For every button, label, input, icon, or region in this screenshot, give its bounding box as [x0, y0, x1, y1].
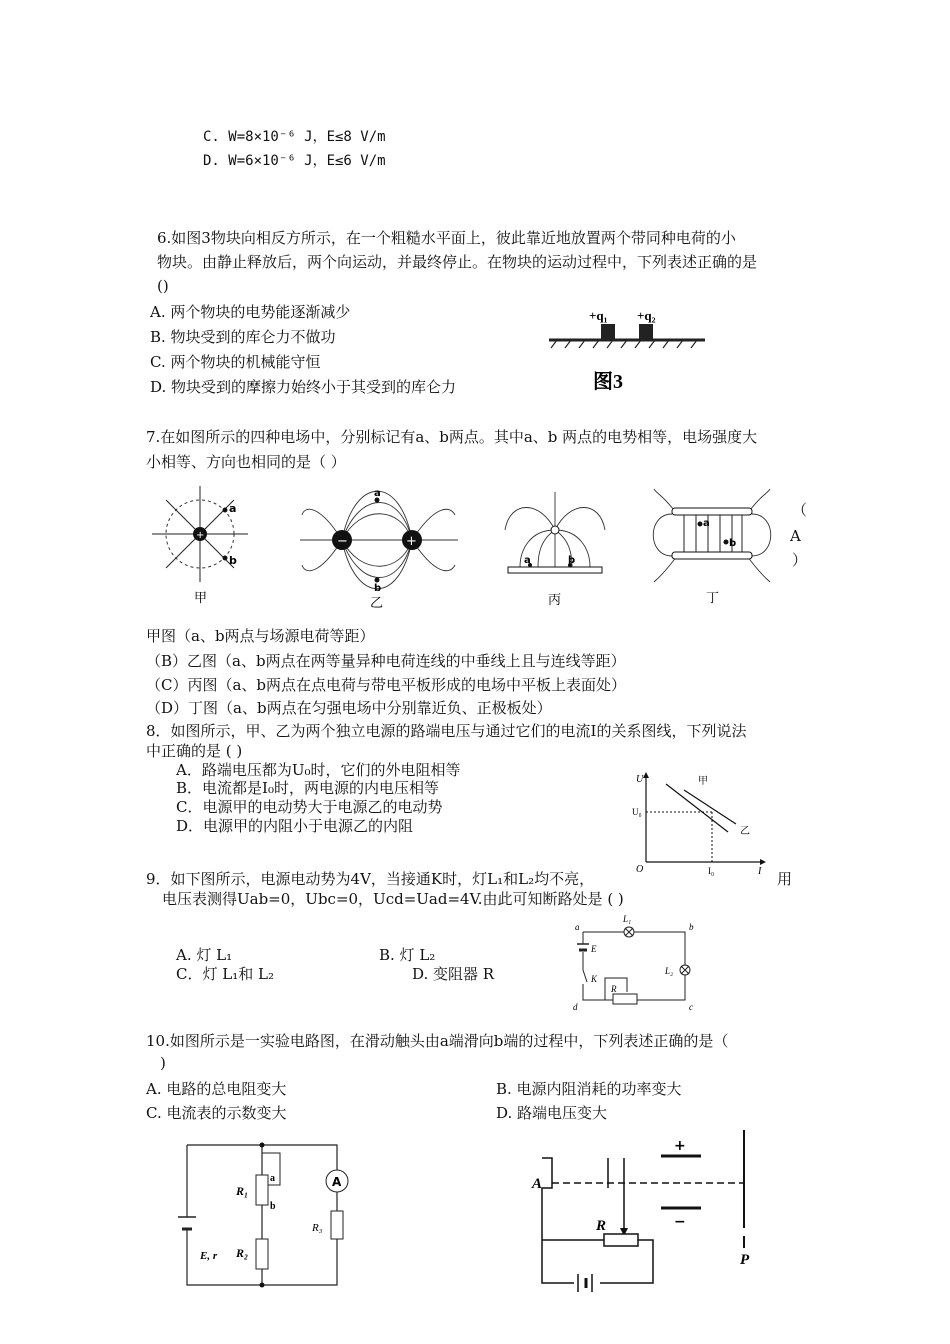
axis-i-label: I: [758, 866, 762, 877]
block-q2: [639, 324, 653, 340]
label-e: E: [591, 944, 597, 954]
fig-label-bing: 丙: [548, 593, 562, 608]
origin-label: O: [636, 864, 644, 875]
u0-label: U₀: [632, 807, 642, 817]
q8-stem-line2: 中正确的是 ( ): [146, 742, 243, 760]
q8-ui-graph: [632, 770, 772, 880]
svg-text:+: +: [196, 530, 205, 541]
q6-option-b: B. 物块受到的库仑力不做功: [150, 328, 336, 346]
field-figure-ding: [652, 484, 777, 606]
line-yi-label: 乙: [740, 826, 750, 837]
node-d: d: [573, 1002, 578, 1012]
label-k: K: [591, 974, 598, 984]
rheostat-r: [604, 1234, 638, 1246]
r3-label: R₃: [312, 1222, 323, 1234]
q10-option-d: D. 路端电压变大: [496, 1104, 608, 1122]
point-a: a: [229, 502, 237, 515]
q10-option-a: A. 电路的总电阻变大: [146, 1080, 287, 1098]
q10-option-b: B. 电源内阻消耗的功率变大: [496, 1080, 682, 1098]
slider-a-label: a: [270, 1173, 275, 1184]
q8-option-a: A．路端电压都为U₀时，它们的外电阻相等: [176, 761, 461, 779]
q9-stem-line1-end: 用: [777, 870, 793, 888]
slider-b-label: b: [270, 1201, 276, 1212]
field-figure-bing: [500, 490, 610, 608]
q8-option-d: D．电源甲的内阻小于电源乙的内阻: [176, 817, 414, 835]
q7-side-letter: A: [790, 527, 801, 545]
q10-stem-line1: 10.如图所示是一实验电路图，在滑动触头由a端滑向b端的过程中，下列表述正确的是（: [146, 1032, 729, 1050]
q9-stem-line2: 电压表测得Uab=0，Ubc=0，Ucd=Uad=4V.由此可知断路处是 ( ): [162, 890, 624, 908]
q6-option-d: D. 物块受到的摩擦力始终小于其受到的库仑力: [150, 378, 457, 396]
node-a: a: [575, 922, 580, 932]
plate-plus-label: +: [674, 1138, 686, 1154]
point-b: b: [229, 554, 237, 567]
block-q1: [601, 324, 615, 340]
r2-label: R₂: [236, 1246, 249, 1260]
line-jia-label: 甲: [698, 776, 708, 787]
q9-option-c: C．灯 L₁和 L₂: [176, 965, 274, 983]
r1-resistor: [256, 1175, 268, 1205]
field-figure-jia: [148, 482, 258, 607]
q7-option-a: 甲图（a、b两点与场源电荷等距）: [146, 627, 375, 645]
axis-u-label: U: [636, 774, 644, 785]
q8-stem-line1: 8．如图所示，甲、乙为两个独立电源的路端电压与通过它们的电流I的关系图线，下列说法: [146, 722, 747, 740]
q5-option-c: C. W=8×10⁻⁶ J，E≤8 V/m: [203, 129, 386, 145]
q10-stem-line2: ): [160, 1054, 166, 1072]
q5-option-d: D. W=6×10⁻⁶ J，E≤6 V/m: [203, 153, 386, 169]
source-label: E, r: [200, 1250, 218, 1262]
label-l2: L₂: [665, 966, 674, 976]
q7-stem-line2: 小相等、方向也相同的是（ ）: [146, 453, 346, 471]
line-jia: [666, 784, 728, 832]
point-a-label: A: [532, 1176, 543, 1192]
q9-circuit: [565, 912, 705, 1012]
r3-resistor: [331, 1211, 343, 1239]
fig3-caption: 图3: [593, 371, 623, 393]
plates-point-a: a: [703, 518, 710, 529]
q7-side-bracket-open: （: [792, 501, 808, 519]
q6-option-a: A. 两个物块的电势能逐渐减少: [150, 303, 351, 321]
ammeter-label: A: [332, 1175, 342, 1189]
dipole-point-b: b: [374, 583, 382, 594]
q7-option-b: （B）乙图（a、b两点在两等量异种电荷连线的中垂线上且与连线等距）: [146, 652, 626, 670]
q10-plates-figure: [528, 1128, 768, 1303]
q6-stem-line1: 6.如图3物块向相反方所示，在一个粗糙水平面上，彼此靠近地放置两个带同种电荷的小: [157, 229, 736, 247]
q9-option-d: D. 变阻器 R: [412, 965, 495, 983]
line-yi: [684, 790, 736, 824]
q9-option-b: B. 灯 L₂: [379, 946, 436, 964]
plate-point-a: a: [524, 555, 531, 566]
q9-option-a: A. 灯 L₁: [176, 946, 233, 964]
plate-minus-label: −: [674, 1214, 686, 1230]
fig-label-ding: 丁: [706, 591, 720, 606]
q7-stem-line1: 7.在如图所示的四种电场中，分别标记有a、b两点。其中a、b 两点的电势相等，电场强度大: [146, 428, 758, 446]
rheostat-label: R: [596, 1218, 607, 1234]
q6-option-c: C. 两个物块的机械能守恒: [150, 353, 321, 371]
plates-point-b: b: [729, 538, 737, 549]
node-b: b: [689, 922, 694, 932]
q2-label: +q₂: [637, 308, 656, 323]
q7-option-d: （D）丁图（a、b两点在匀强电场中分别靠近负、正极板处）: [146, 699, 552, 717]
q8-option-c: C．电源甲的电动势大于电源乙的电动势: [176, 798, 443, 816]
q6-stem-line2: 物块。由静止释放后，两个向运动，并最终停止。在物块的运动过程中，下列表述正确的是: [157, 253, 758, 271]
q9-stem-line1: 9．如下图所示，电源电动势为4V，当接通K时，灯L₁和L₂均不亮，: [146, 870, 595, 888]
label-r: R: [611, 984, 617, 994]
r1-label: R₁: [236, 1184, 249, 1198]
dipole-point-a: a: [374, 488, 381, 499]
plate-point-b: b: [568, 555, 576, 566]
r2-resistor: [256, 1239, 268, 1269]
fig-label-yi: 乙: [370, 596, 384, 611]
q6-stem-line3: (): [157, 277, 169, 295]
node-c: c: [689, 1002, 693, 1012]
svg-text:+: +: [406, 534, 417, 549]
q7-option-c: （C）丙图（a、b两点在点电荷与带电平板形成的电场中平板上表面处）: [146, 676, 627, 694]
label-l1: L₁: [623, 914, 632, 924]
q7-side-bracket-close: ）: [792, 551, 808, 569]
q10-circuit: [172, 1135, 352, 1295]
q10-option-c: C. 电流表的示数变大: [146, 1104, 287, 1122]
fig-label-jia: 甲: [194, 591, 208, 606]
q6-figure-blocks: [545, 300, 715, 395]
q8-option-b: B．电流都是I₀时，两电源的内电压相等: [176, 779, 439, 797]
field-figure-yi: [300, 485, 460, 610]
svg-text:−: −: [337, 534, 348, 549]
q1-label: +q₁: [589, 308, 608, 323]
i0-label: I₀: [708, 866, 715, 876]
screen-p-label: P: [740, 1252, 750, 1268]
